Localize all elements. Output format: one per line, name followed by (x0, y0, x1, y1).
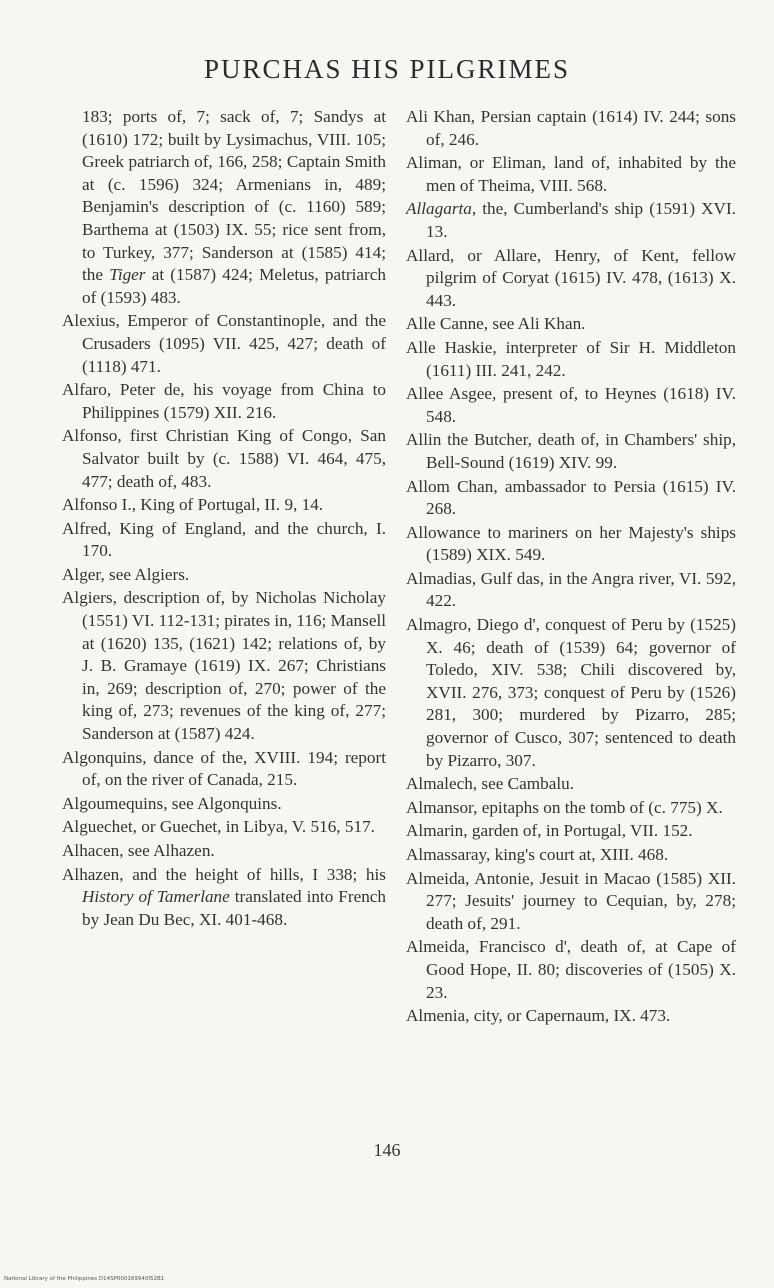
index-entry: Alexius, Emperor of Constantinople, and the Crusaders (1095) VII. 425, 427; death of (1118) 471. (62, 311, 386, 376)
index-entry: Alfaro, Peter de, his voyage from China to Philippines (1579) XII. 216. (62, 380, 386, 422)
index-entry: Alger, see Algiers. (62, 564, 190, 584)
index-entry: Alhazen, and the height of hills, I 338; his History of Tamerlane translated into French by Jean Du Bec, XI. 401-468. (62, 864, 387, 929)
index-entry: Almeida, Antonie, Jesuit in Macao (1585) XII. 277; Jesuits' journey to Cequian, by, 278; death of, 291. (406, 868, 736, 933)
right-column (406, 106, 736, 1029)
index-entry: Almarin, garden of, in Portugal, VII. 152. (406, 821, 693, 841)
index-entry: 183; ports of, 7; sack of, 7; Sandys at (1610) 172; built by Lysimachus, VIII. 105; Greek patriarch of, 166, 258; Captain Smith at (c. 1596) 324; Armenians in, 489; Benjamin's description of (c. 1160) 589; Barthema at (1503) IX. 55; rice sent from, to Turkey, 377; Sanderson at (1585) 414; the Tiger at (1587) 424; Meletus, patriarch of (1593) 483. (82, 107, 386, 307)
index-entry: Alle Canne, see Ali Khan. (406, 314, 586, 334)
index-entry: Alfonso, first Christian King of Congo, San Salvator built by (c. 1588) VI. 464, 475, 477; death of, 483. (62, 426, 386, 491)
index-entry: Allard, or Allare, Henry, of Kent, fellow pilgrim of Coryat (1615) IV. 478, (1613) X. 443. (406, 245, 736, 310)
page-number: 146 (373, 1140, 401, 1160)
index-entry: Allom Chan, ambassador to Persia (1615) IV. 268. (406, 476, 736, 519)
page-title: PURCHAS HIS PILGRIMES (203, 54, 571, 84)
index-entry: Allagarta, the, Cumberland's ship (1591) XVI. 13. (406, 199, 736, 241)
index-entry: Ali Khan, Persian captain (1614) IV. 244; sons of, 246. (406, 107, 736, 149)
index-entry: Algiers, description of, by Nicholas Nicholay (1551) VI. 112-131; pirates in, 116; Mansell at (1620) 135, (1621) 142; relations of, by J. B. Gramaye (1619) IX. 267; Christians in, 269; description of, 270; power of the king of, 273; revenues of the king of, 277; Sanderson at (1587) 424. (62, 588, 386, 744)
index-entry: Algoumequins, see Algonquins. (62, 793, 282, 813)
index-entry: Aliman, or Eliman, land of, inhabited by the men of Theima, VIII. 568. (406, 153, 736, 195)
index-entry: Allin the Butcher, death of, in Chambers' ship, Bell-Sound (1619) XIV. 99. (406, 430, 736, 472)
index-entry: Almagro, Diego d', conquest of Peru by (1525) X. 46; death of (1539) 64; governor of Toledo, XIV. 538; Chili discovered by, XVII. 276, 373; conquest of Peru by (1526) 281, 300; murdered by Pizarro, 285; governor of Cusco, 307; sentenced to death by Pizarro, 307. (406, 615, 736, 770)
index-entry: Alfonso I., King of Portugal, II. 9, 14. (62, 495, 324, 515)
left-column (62, 106, 386, 932)
index-entry: Almenia, city, or Capernaum, IX. 473. (406, 1006, 671, 1026)
index-entry: Alguechet, or Guechet, in Libya, V. 516, 517. (62, 817, 375, 837)
index-entry: Almeida, Francisco d', death of, at Cape of Good Hope, II. 80; discoveries of (1505) X. 23. (406, 937, 736, 1002)
index-entry: Almassaray, king's court at, XIII. 468. (406, 845, 669, 864)
library-footer: National Library of the Philippines D14SP000169940I52B1 (4, 1276, 165, 1282)
index-entry: Allowance to mariners on her Majesty's ships (1589) XIX. 549. (406, 522, 736, 565)
index-entry: Almansor, epitaphs on the tomb of (c. 775) X. (406, 797, 723, 817)
index-entry: Almalech, see Cambalu. (406, 774, 574, 794)
index-entry: Almadias, Gulf das, in the Angra river, VI. 592, 422. (406, 568, 736, 611)
index-entry: Algonquins, dance of the, XVIII. 194; report of, on the river of Canada, 215. (62, 747, 386, 790)
index-entry: Alfred, King of England, and the church, I. 170. (62, 518, 386, 561)
index-entry: Alhacen, see Alhazen. (62, 841, 215, 860)
index-entry: Allee Asgee, present of, to Heynes (1618) IV. 548. (406, 384, 736, 426)
index-entry: Alle Haskie, interpreter of Sir H. Middleton (1611) III. 241, 242. (406, 337, 736, 380)
